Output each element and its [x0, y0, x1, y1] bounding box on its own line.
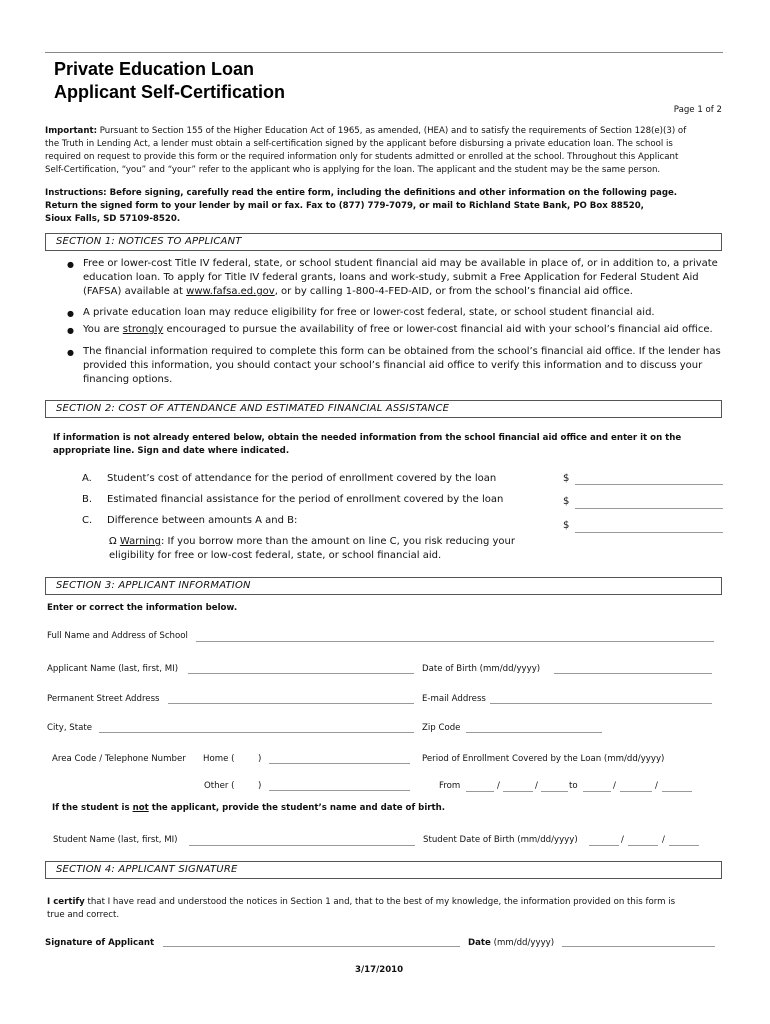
date-label: [468, 937, 554, 950]
section-2-intro-line-2: appropriate line. Sign and date where indicated.: [53, 446, 290, 456]
notice-1-line-3a: (FAFSA) available at: [83, 286, 187, 297]
footer-date: 3/17/2010: [355, 965, 404, 975]
to-day-field[interactable]: [620, 791, 652, 792]
section-2-intro-line-1: If information is not already entered below, obtain the needed information from the school financial aid office and enter it on the: [53, 433, 682, 443]
line-c-text: Difference between amounts A and B:: [107, 515, 298, 526]
line-a-text: Student’s cost of attendance for the period of enrollment covered by the loan: [107, 473, 497, 484]
notice-3b: encouraged to pursue the availability of free or lower-cost financial aid with your school’s financial aid office.: [163, 324, 713, 335]
student-name-field[interactable]: [189, 845, 415, 846]
form-title-line1: Private Education Loan: [54, 59, 255, 79]
slash: /: [497, 781, 500, 791]
notice-3: [83, 323, 733, 337]
top-rule: [45, 52, 723, 53]
notice-1-line-3b: , or by calling 1-800-4-FED-AID, or from the school’s financial aid office.: [274, 286, 633, 297]
notice-1-line-2: education loan. To apply for Title IV federal grants, loans and work-study, submit a Free Application for Federal Student Aid: [83, 272, 699, 283]
warning: [109, 535, 559, 563]
section-2-header: [45, 400, 722, 418]
important-text-4: Self-Certification, “you” and “your” refer to the applicant who is applying for the loan. The applicant and the student may be the same person.: [45, 165, 661, 175]
dob-field[interactable]: [554, 673, 712, 674]
phone-label: Area Code / Telephone Number: [52, 754, 186, 764]
section-2-intro: [53, 432, 733, 458]
important-text-3: required on request to provide this form or the required information only for students admitted or enrolled at the school. Throughout this Applicant: [45, 152, 679, 162]
applicant-name-label: Applicant Name (last, first, MI): [47, 664, 179, 674]
section-4-header: [45, 861, 722, 879]
slash: /: [535, 781, 538, 791]
date-label-word: Date: [468, 938, 491, 948]
slash: /: [613, 781, 616, 791]
home-phone-field[interactable]: [269, 763, 410, 764]
warning-text-1: : If you borrow more than the amount on line C, you risk reducing your: [160, 536, 515, 547]
line-a-letter: A.: [82, 473, 92, 484]
line-c-letter: C.: [82, 515, 93, 526]
bullet-icon: ●: [67, 348, 74, 357]
from-day-field[interactable]: [503, 791, 533, 792]
page-number: Page 1 of 2: [673, 105, 722, 115]
from-month-field[interactable]: [466, 791, 494, 792]
signature-field[interactable]: [163, 946, 460, 947]
section-1-title: SECTION 1: NOTICES TO APPLICANT: [56, 236, 242, 247]
instructions: [45, 187, 735, 226]
street-field[interactable]: [168, 703, 414, 704]
warning-text-2: eligibility for free or low-cost federal, state, or school financial aid.: [109, 550, 442, 561]
line-b-text: Estimated financial assistance for the period of enrollment covered by the loan: [107, 494, 504, 505]
important-label: Important:: [45, 126, 98, 136]
slash: /: [621, 835, 624, 845]
warning-icon: Ω: [109, 536, 120, 547]
school-name-field[interactable]: [196, 641, 714, 642]
student-dob-month-field[interactable]: [589, 845, 619, 846]
certification-text: [47, 896, 737, 922]
section-2-title: SECTION 2: COST OF ATTENDANCE AND ESTIMATED FINANCIAL ASSISTANCE: [56, 403, 450, 414]
email-label: E-mail Address: [422, 694, 486, 704]
notice-4-line-1: The financial information required to complete this form can be obtained from the school’s financial aid office. If the lender has: [83, 346, 721, 357]
instructions-line-2: Return the signed form to your lender by mail or fax. Fax to (877) 779-7079, or mail to Richland State Bank, PO Box 88520,: [45, 201, 644, 211]
section-3-intro: Enter or correct the information below.: [47, 603, 238, 613]
student-dob-year-field[interactable]: [669, 845, 699, 846]
certify-text-1: that I have read and understood the notices in Section 1 and, that to the best of my knowledge, the information provided on this form is: [84, 897, 676, 907]
student-name-label: Student Name (last, first, MI): [53, 835, 178, 845]
line-b-letter: B.: [82, 494, 93, 505]
section-4-title: SECTION 4: APPLICANT SIGNATURE: [56, 864, 238, 875]
zip-label: Zip Code: [422, 723, 461, 733]
date-hint: (mm/dd/yyyy): [490, 938, 555, 948]
student-dob-day-field[interactable]: [628, 845, 658, 846]
warning-label: Warning: [119, 536, 161, 547]
other-phone-label: Other (: [204, 781, 235, 791]
notice-4: [83, 345, 733, 387]
notice-2: A private education loan may reduce eligibility for free or lower-cost federal, state, or school student financial aid.: [83, 307, 655, 318]
from-year-field[interactable]: [541, 791, 568, 792]
zip-field[interactable]: [466, 732, 602, 733]
line-a-dollar: $: [563, 473, 570, 484]
notice-1-line-1: Free or lower-cost Title IV federal, state, or school student financial aid may be available in place of, or in addition to, a private: [83, 258, 718, 269]
home-phone-label: Home (: [203, 754, 235, 764]
city-state-label: City, State: [47, 723, 93, 733]
line-c-amount-field[interactable]: [575, 532, 723, 533]
school-name-label: Full Name and Address of School: [47, 631, 188, 641]
email-field[interactable]: [490, 703, 712, 704]
street-label: Permanent Street Address: [47, 694, 160, 704]
slash: /: [662, 835, 665, 845]
instructions-line-3: Sioux Falls, SD 57109-8520.: [45, 214, 181, 224]
to-month-field[interactable]: [583, 791, 611, 792]
section-1-header: [45, 233, 722, 251]
line-b-dollar: $: [563, 496, 570, 507]
to-year-field[interactable]: [662, 791, 692, 792]
slash: /: [655, 781, 658, 791]
bullet-icon: ●: [67, 260, 74, 269]
note-text-a: If the student is: [52, 803, 133, 813]
bullet-icon: ●: [67, 326, 74, 335]
other-phone-field[interactable]: [269, 790, 410, 791]
home-paren: ): [258, 754, 262, 764]
notice-1: [83, 257, 733, 299]
section-3-header: [45, 577, 722, 595]
certify-text-2: true and correct.: [47, 910, 120, 920]
other-paren: ): [258, 781, 262, 791]
certify-label: I certify: [47, 897, 85, 907]
notice-3a: You are: [83, 324, 123, 335]
important-text-2: the Truth in Lending Act, a lender must obtain a self-certification signed by the applicant before disbursing a private education loan. The school is: [45, 139, 673, 149]
notice-3-strongly: strongly: [122, 324, 164, 335]
line-c-dollar: $: [563, 520, 570, 531]
notice-4-line-3: financing options.: [83, 374, 173, 385]
notice-4-line-2: provided this information, you should contact your school’s financial aid office to verify this information and to discuss your: [83, 360, 703, 371]
line-a-amount-field[interactable]: [575, 484, 723, 485]
city-state-field[interactable]: [99, 732, 414, 733]
form-title-line2: Applicant Self-Certification: [54, 82, 286, 102]
student-not-applicant-note: [52, 802, 445, 815]
line-b-amount-field[interactable]: [575, 508, 723, 509]
note-text-b: the applicant, provide the student’s name and date of birth.: [148, 803, 445, 813]
section-3-title: SECTION 3: APPLICANT INFORMATION: [56, 580, 251, 591]
signature-label: Signature of Applicant: [45, 938, 155, 948]
from-label: From: [439, 781, 461, 791]
note-not: not: [132, 803, 149, 813]
dob-label: Date of Birth (mm/dd/yyyy): [422, 664, 541, 674]
applicant-name-field[interactable]: [188, 673, 414, 674]
student-dob-label: Student Date of Birth (mm/dd/yyyy): [423, 835, 578, 845]
important-paragraph: [45, 125, 735, 177]
important-text-1: Pursuant to Section 155 of the Higher Education Act of 1965, as amended, (HEA) and to satisfy the requirements of Section 128(e)(3) of: [99, 126, 687, 136]
to-label: to: [569, 781, 578, 791]
date-field[interactable]: [562, 946, 715, 947]
bullet-icon: ●: [67, 309, 74, 318]
fafsa-link[interactable]: www.fafsa.ed.gov: [186, 286, 275, 297]
period-label: Period of Enrollment Covered by the Loan (mm/dd/yyyy): [422, 754, 665, 764]
instructions-line-1: Instructions: Before signing, carefully read the entire form, including the definitions and other information on the following page.: [45, 188, 678, 198]
